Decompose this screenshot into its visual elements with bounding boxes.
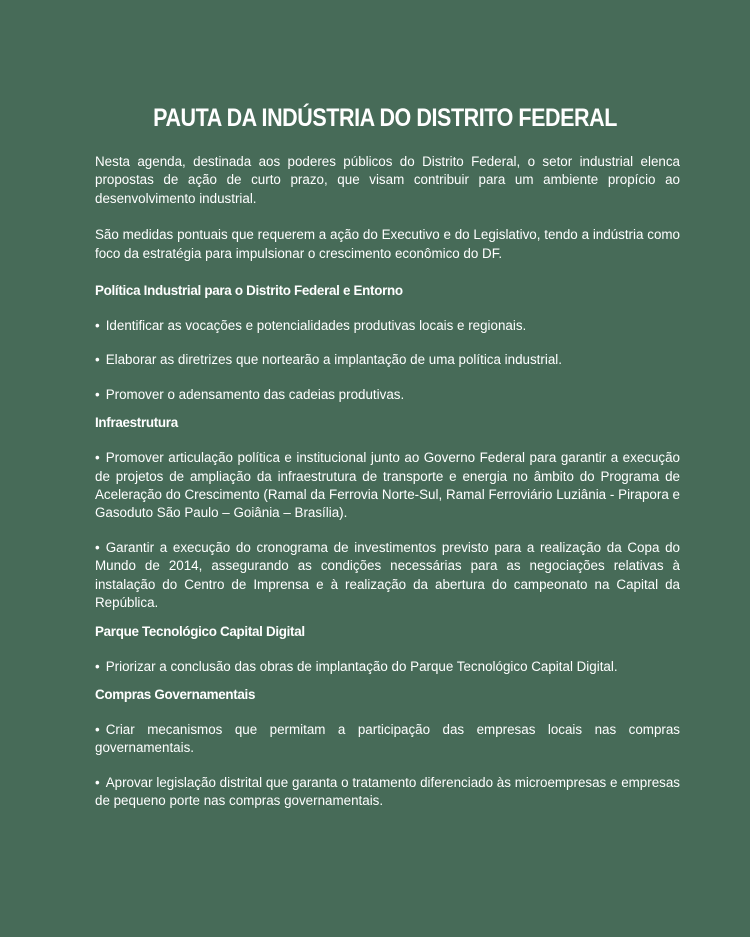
bullet-item [95, 351, 680, 369]
bullet-item [95, 317, 680, 335]
bullet-text: Elaborar as diretrizes que nortearão a implantação de uma política industrial. [105, 352, 562, 368]
bullet-icon: • [95, 774, 100, 790]
intro-paragraph-2: São medidas pontuais que requerem a ação do Executivo e do Legislativo, tendo a indústria como foco da estratégia para impulsionar o crescimento econômico do DF. [95, 227, 680, 261]
intro-paragraph-1: Nesta agenda, destinada aos poderes públicos do Distrito Federal, o setor industrial elenca propostas de ação de curto prazo, que visam contribuir para um ambiente propício ao desenvolvimento industrial. [95, 154, 680, 206]
bullet-item [95, 658, 680, 676]
bullet-icon: • [95, 450, 100, 466]
bullet-text: Priorizar a conclusão das obras de implantação do Parque Tecnológico Capital Digital. [105, 658, 618, 674]
section-heading-politica-industrial: Política Industrial para o Distrito Federal e Entorno [95, 283, 403, 299]
section-heading-infraestrutura: Infraestrutura [95, 415, 178, 431]
bullet-text: Aprovar legislação distrital que garanta o tratamento diferenciado às microempresas e empresas de pequeno porte nas compras governamentais. [95, 774, 680, 809]
bullet-item [95, 386, 680, 404]
section-heading-compras-governamentais: Compras Governamentais [95, 686, 256, 702]
bullet-icon: • [95, 539, 100, 555]
bullet-text: Garantir a execução do cronograma de investimentos previsto para a realização da Copa do Mundo de 2014, assegurando as condições necessárias para as negociações relativas à instalação do Centro de Imprensa e à realização da abertura do campeonato na Capital da República. [95, 539, 680, 611]
bullet-item [95, 539, 680, 613]
bullet-item [95, 449, 680, 523]
bullet-icon: • [95, 658, 100, 674]
bullet-text: Promover articulação política e institucional junto ao Governo Federal para garantir a execução de projetos de ampliação da infraestrutura de transporte e energia no âmbito do Programa de Aceleração do Crescimento (Ramal da Ferrovia Norte-Sul, Ramal Ferroviário Luziânia - Pirapora e Gasoduto São Paulo – Goiânia – Brasília). [95, 450, 680, 521]
section-heading-parque-tecnologico: Parque Tecnológico Capital Digital [95, 623, 305, 639]
bullet-icon: • [95, 721, 100, 737]
bullet-text: Promover o adensamento das cadeias produtivas. [105, 386, 405, 402]
bullet-text: Criar mecanismos que permitam a participação das empresas locais nas compras governamentais. [95, 721, 680, 756]
bullet-icon: • [95, 352, 100, 368]
bullet-item [95, 774, 680, 811]
bullet-text: Identificar as vocações e potencialidades produtivas locais e regionais. [105, 318, 527, 334]
bullet-item [95, 721, 680, 758]
bullet-icon: • [95, 386, 100, 402]
bullet-icon: • [95, 318, 100, 334]
page-title: PAUTA DA INDÚSTRIA DO DISTRITO FEDERAL [153, 104, 617, 132]
